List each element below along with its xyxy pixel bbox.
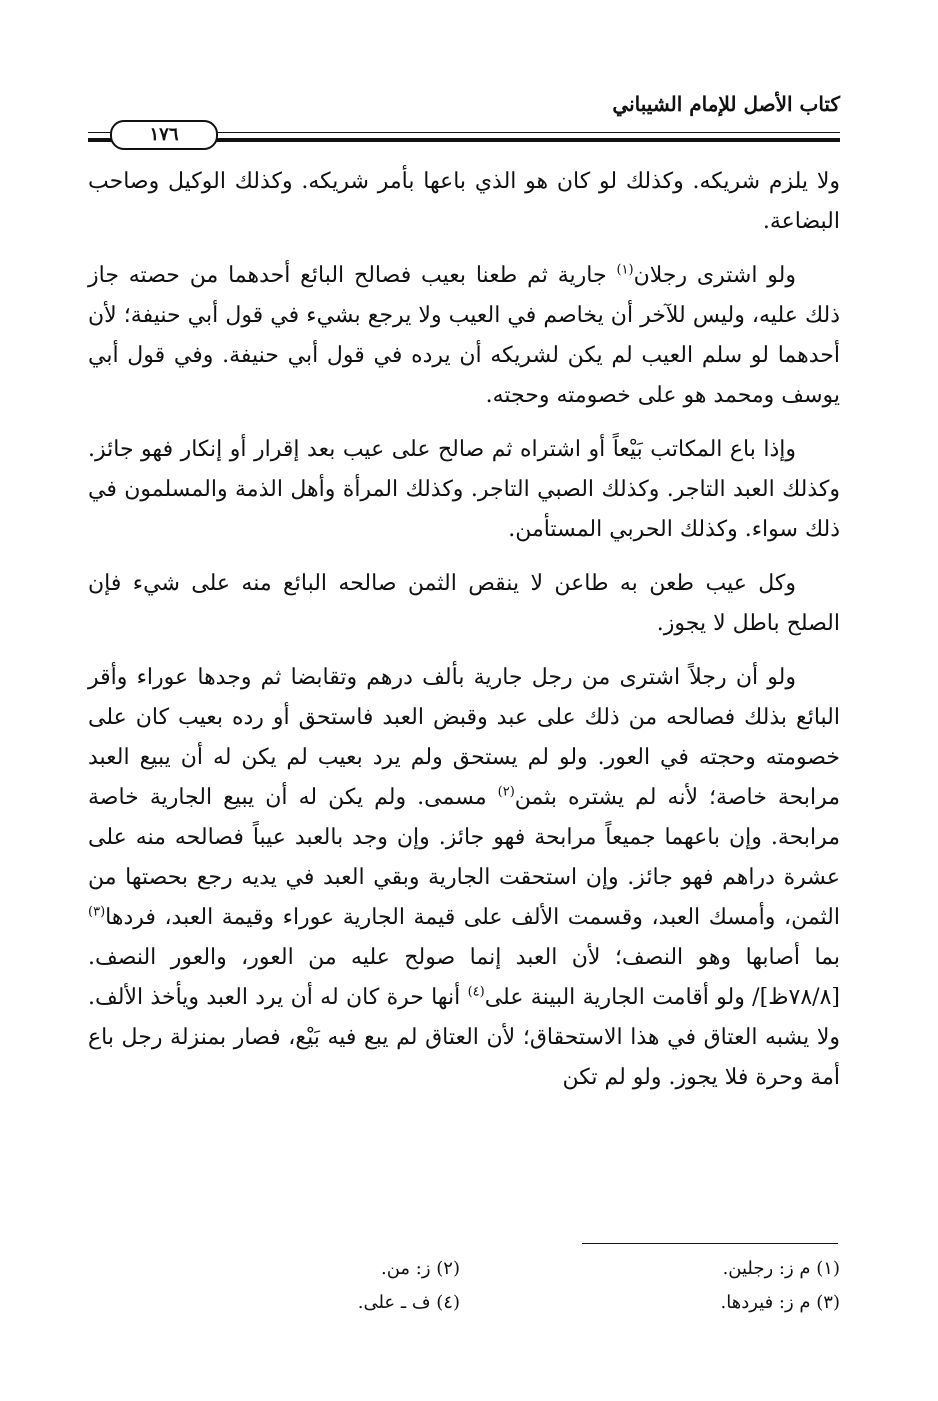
paragraph-3: وإذا باع المكاتب بَيْعاً أو اشتراه ثم صالح على عيب بعد إقرار أو إنكار فهو جائز. وكذلك العبد التاجر. وكذلك الصبي التاجر. وكذلك المرأة وأهل الذمة والمسلمون في ذلك سواء. وكذلك الحربي المستأمن. (88, 437, 840, 542)
footnote-ref-1: (١) (616, 262, 634, 278)
paragraph-2-text: جارية ثم طعنا بعيب فصالح البائع أحدهما من حصته جاز ذلك عليه، وليس للآخر أن يخاصم في العيب ولا يرجع بشيء في قول أبي حنيفة؛ لأن أحدهما لو سلم العيب لم يكن لشريكه أن يرده في قول أبي حنيفة. وفي قول أبي يوسف ومحمد هو على خصومته وحجته. (88, 263, 840, 408)
footnote-ref-3: (٣) (88, 904, 106, 920)
paragraph-2-lead: ولو اشترى رجلان (633, 263, 796, 288)
footnote-2: (٢) ز: من. (381, 1258, 460, 1279)
paragraph-5-part-1: ولو أن رجلاً اشترى من رجل جارية بألف درهم وتقابضا ثم وجدها عوراء وأقر البائع بذلك فصالحه من ذلك على عبد وقبض العبد فاستحق أو رده بعيب كان على خصومته وحجته في العور. ولو لم يستحق ولم يرد بعيب لم يكن له أن يبيع العبد مرابحة خاصة؛ لأنه لم يشتره بثمن (88, 665, 840, 810)
page-number: ١٧٦ (110, 120, 218, 150)
running-title: كتاب الأصل للإمام الشيباني (612, 92, 840, 116)
footnote-separator (582, 1243, 838, 1244)
footnote-3: (٣) م ز: فيردها. (720, 1292, 840, 1313)
paragraph-5 (88, 658, 840, 1098)
paragraph-5-part-3: بما أصابها وهو النصف؛ لأن العبد إنما صولح عليه من العور، والعور النصف. [٧٨/٨ظ]/ ولو أقامت الجارية البينة على (88, 945, 840, 1010)
footnote-ref-2: (٢) (497, 784, 515, 800)
paragraph-1: ولا يلزم شريكه. وكذلك لو كان هو الذي باعها بأمر شريكه. وكذلك الوكيل وصاحب البضاعة. (88, 169, 840, 234)
footnote-1: (١) م ز: رجلين. (722, 1258, 840, 1279)
paragraph-2 (88, 256, 840, 416)
paragraph-5-part-2: مسمى. ولم يكن له أن يبيع الجارية خاصة مرابحة. وإن باعهما جميعاً مرابحة فهو جائز. وإن وجد بالعبد عيباً فصالحه منه على عشرة دراهم فهو جائز. وإن استحقت الجارية وبقي العبد في يديه رجع بحصتها من الثمن، وأمسك العبد، وقسمت الألف على قيمة الجارية عوراء وقيمة العبد، فردها (88, 785, 840, 930)
paragraph-5-part-4: أنها حرة كان له أن يرد العبد ويأخذ الألف. ولا يشبه العتاق في هذا الاستحقاق؛ لأن العتاق لم يبع فيه بَيْع، فصار بمنزلة رجل باع أمة وحرة فلا يجوز. ولو لم تكن (88, 985, 840, 1090)
paragraph-4: وكل عيب طعن به طاعن لا ينقص الثمن صالحه البائع منه على شيء فإن الصلح باطل لا يجوز. (88, 571, 840, 636)
page-header (88, 88, 840, 158)
main-text (88, 162, 840, 1112)
footnote-ref-4: (٤) (467, 984, 485, 1000)
footnote-4: (٤) ف ـ على. (357, 1292, 460, 1313)
